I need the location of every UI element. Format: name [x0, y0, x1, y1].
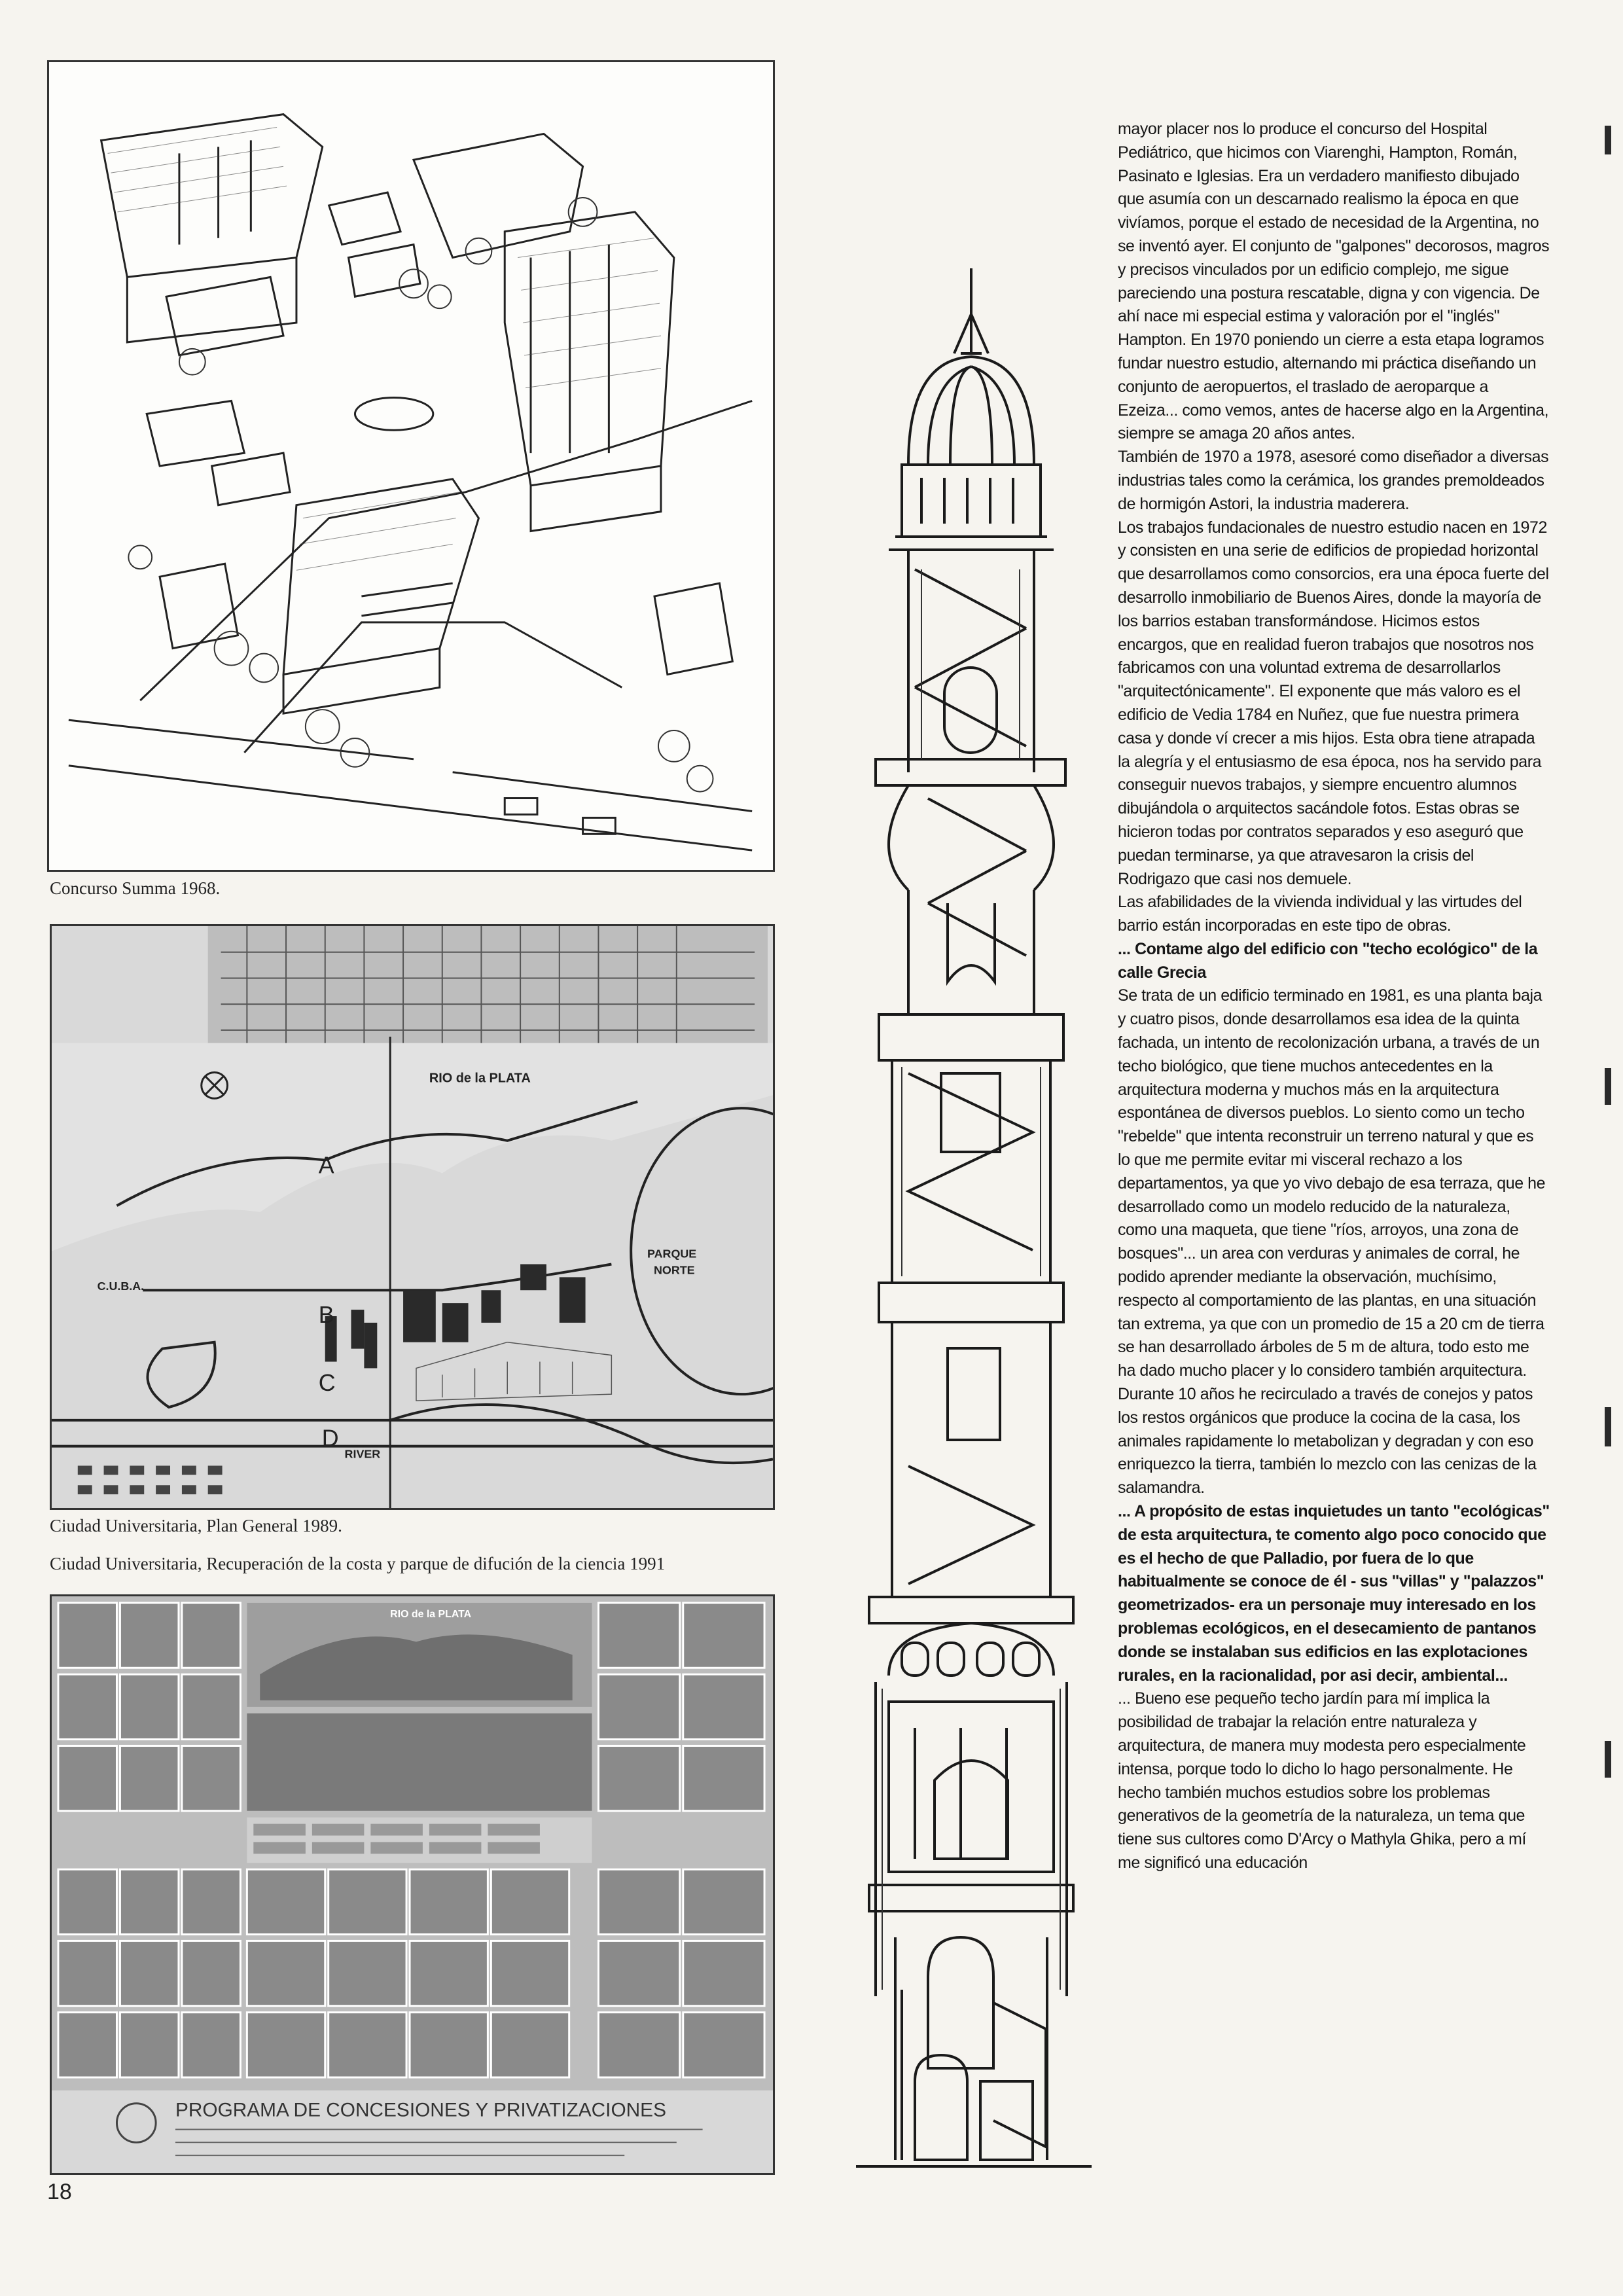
edge-mark [1605, 1741, 1611, 1778]
article-paragraph-3: Los trabajos fundacionales de nuestro estudio nacen en 1972 y consisten en una serie de edificios de propiedad horizontal que desarrollamos como consorcios, era una época fuerte del desarrollo inmobiliario de Buenos Aires, donde la mayoría de los barrios estaban transformándose. Hicimos estos encargos, que en realidad fueron trabajos que nosotros nos fabricamos con una voluntad extrema de desarrollarlos "arquitectónicamente". El exponente que más valoro es el edificio de Vedia 1784 en Nuñez, que fue nuestra primera casa y donde ví crecer a mis hijos. Esta obra tiene atrapada la alegría y el entusiasmo de esa época, nos ha servido para conseguir nuevos trabajos, y siempre encuentro alumnos dibujándola o arquitectos sacándole fotos. Estas obras se hicieron todas por contratos separados y eso aseguró que puedan terminarse, ya que atravesaron la crisis del Rodrigazo que casi nos demuele. [1118, 518, 1549, 888]
edge-mark [1605, 1407, 1611, 1446]
article-paragraph-6: Durante 10 años he recirculado a través de conejos y patos los restos orgánicos que produce la cocina de la casa, los animales rapidamente lo metabolizan y degradan y con eso enriquezco la tierra, también lo mezclo con las cenizas de la salamandra. [1118, 1385, 1537, 1498]
tower-section-drawing [830, 262, 1118, 2179]
poster-label-rio: RIO de la PLATA [390, 1608, 472, 1620]
article-question-2: ... A propósito de estas inquietudes un tanto "ecológicas" de esta arquitectura, te comento algo poco conocido que es el hecho de que Palladio, por fuera de lo que habitualmente se conoce de él - sus "villas" y "palazzos" geometrizados- era un personaje muy interesado en los problemas ecológicos, en el desecamiento de pantanos donde se instalaban sus edificios en las explotaciones rurales, en la racionalidad, por asi decir, ambiental... [1118, 1502, 1550, 1685]
axonometric-drawing [49, 62, 773, 870]
plan-label-parque-2: NORTE [653, 1263, 695, 1277]
plan-label-a: A [318, 1152, 334, 1179]
article-paragraph-4: Las afabilidades de la vivienda individual y las virtudes del barrio están incorporadas en este tipo de obras. [1118, 893, 1522, 935]
plan-label-parque-1: PARQUE [647, 1247, 697, 1261]
article-paragraph-1: mayor placer nos lo produce el concurso del Hospital Pediátrico, que hicimos con Viarenghi, Hampton, Román, Pasinato e Iglesias. Era un verdadero manifiesto dibujado que asumía con un descarnado realismo la época en que vivíamos, porque el estado de necesidad de la Argentina, no se inventó ayer. El conjunto de "galpones" decorosos, magros y precisos vinculados por un edificio complejo, me sigue pareciendo una postura rescatable, digna y con vigencia. De ahí nace mi especial estima y valoración por el "inglés" Hampton. En 1970 poniendo un cierre a esta etapa logramos fundar nuestro estudio, alternando mi práctica diseñando un conjunto de aeropuertos, el traslado de aeroparque a Ezeiza... como vemos, antes de hacerse algo en la Argentina, siempre se amaga 20 años antes. [1118, 120, 1550, 443]
poster-banner-title: PROGRAMA DE CONCESIONES Y PRIVATIZACIONES [175, 2099, 666, 2121]
article-paragraph-7: ... Bueno ese pequeño techo jardín para mí implica la posibilidad de trabajar la relación entre naturaleza y arquitectura, de manera muy modesta pero especialmente intensa, porque todo lo dicho lo hago personalmente. He hecho también muchos estudios sobre los problemas generativos de la geometría de la naturaleza, un tema que tiene sus cultores como D'Arcy o Mathyla Ghika, pero a mí me significó una educación [1118, 1689, 1526, 1872]
summa-axonometric-figure [47, 60, 775, 872]
plan-label-d: D [321, 1425, 339, 1452]
poster-caption: Ciudad Universitaria, Recuperación de la costa y parque de difución de la ciencia 1991 [50, 1554, 666, 1573]
plan-label-c: C [318, 1370, 336, 1397]
plan-label-cuba: C.U.B.A. [97, 1280, 145, 1293]
article-question-1: ... Contame algo del edificio con "techo ecológico" de la calle Grecia [1118, 939, 1538, 982]
article-paragraph-5: Se trata de un edificio terminado en 1981, es una planta baja y cuatro pisos, donde desarrollamos esa idea de la quinta fachada, un intento de recolonización urbana, a través de un techo biológico, que tiene muchos antecedentes en la arquitectura moderna y muchos más en la arquitectura espontánea de diversos pueblos. Lo siento como un techo "rebelde" que intenta reconstruir un terreno natural y que es lo que me permite evitar mi visceral rechazo a los departamentos, ya que yo vivo debajo de esa terraza, que he desarrollado como un modelo reducido de la naturaleza, como una maqueta, que tiene "ríos, arroyos, una zona de bosques"... un area con verduras y animales de corral, he podido aprender mediante la observación, muchísimo, respecto al comportamiento de las plantas, en una situación tan extrema, ya que con un promedio de 15 a 20 cm de tierra se han desarrollado árboles de 5 m de altura, todo esto me ha dado mucho placer y lo considero también arquitectura. [1118, 986, 1546, 1380]
plan-label-river: RIVER [344, 1447, 381, 1461]
page-number: 18 [47, 2179, 72, 2204]
article-text-column [1118, 118, 1550, 1875]
ciencia-poster-figure [50, 1594, 775, 2175]
plan-general-figure [50, 924, 775, 1510]
poster-grid [52, 1596, 773, 2173]
plan-general-caption: Ciudad Universitaria, Plan General 1989. [50, 1516, 342, 1535]
plan-general-map [52, 926, 773, 1508]
plan-label-b: B [318, 1301, 334, 1328]
edge-mark [1605, 126, 1611, 154]
summa-caption: Concurso Summa 1968. [50, 878, 221, 898]
article-paragraph-2: También de 1970 a 1978, asesoré como diseñador a diversas industrias tales como la cerámica, los grandes premoldeados de hormigón Astori, la industria maderera. [1118, 448, 1549, 513]
plan-label-rio: RIO de la PLATA [429, 1071, 531, 1086]
edge-mark [1605, 1068, 1611, 1105]
